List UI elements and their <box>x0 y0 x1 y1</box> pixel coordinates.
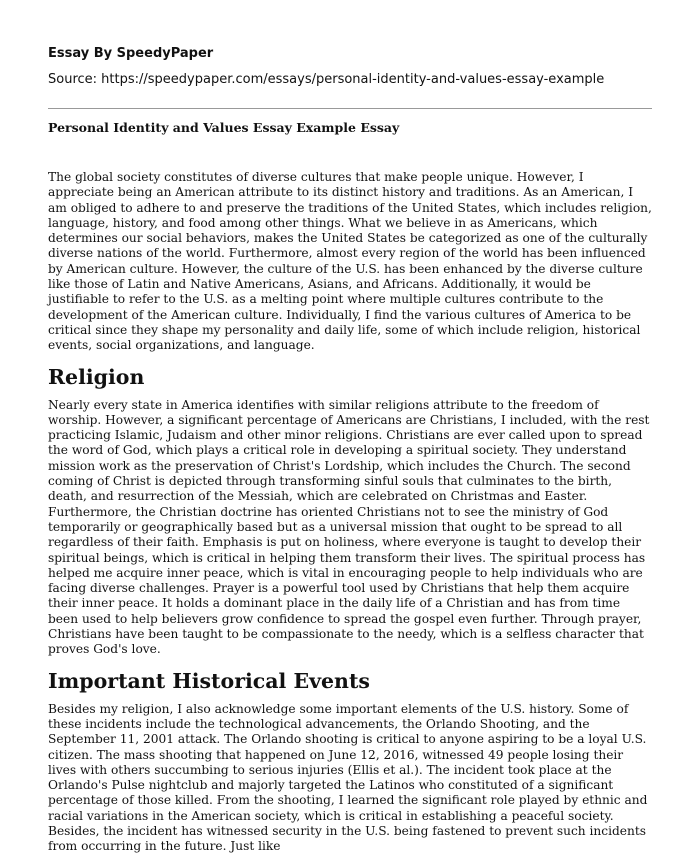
section-heading-historical-events: Important Historical Events <box>48 668 370 693</box>
header-title: Essay By SpeedyPaper <box>48 46 214 61</box>
header-divider <box>48 108 652 109</box>
section-heading-religion: Religion <box>48 364 145 389</box>
intro-paragraph: The global society constitutes of diverse cultures that make people unique. However, I appreciate being an American attribute to its distinct history and traditions. As an American, I am obliged to adhere to and preserve the traditions of the United States, which includes religion, language, history, and food among other things. What we believe in as Americans, which determines our social behaviors, makes the United States be categorized as one of the culturally diverse nations of the world. Furthermore, almost every region of the world has been influenced by American culture. However, the culture of the U.S. has been enhanced by the diverse culture like those of Latin and Native Americans, Asians, and Africans. Additionally, it would be justifiable to refer to the U.S. as a melting point where multiple cultures contribute to the development of the American culture. Individually, I find the various cultures of America to be critical since they shape my personality and daily life, some of which include religion, historical events, social organizations, and language. <box>48 170 652 353</box>
essay-title: Personal Identity and Values Essay Example Essay <box>48 120 400 135</box>
section-body-historical-events: Besides my religion, I also acknowledge some important elements of the U.S. history. Some of these incidents include the technological advancements, the Orlando Shooting, and the September 11, 2001 attack. The Orlando shooting is critical to anyone aspiring to be a loyal U.S. citizen. The mass shooting that happened on June 12, 2016, witnessed 49 people losing their lives with others succumbing to serious injuries (Ellis et al.). The incident took place at the Orlando's Pulse nightclub and majorly targeted the Latinos who constituted of a significant percentage of those killed. From the shooting, I learned the significant role played by ethnic and racial variations in the American society, which is critical in establishing a peaceful society. Besides, the incident has witnessed security in the U.S. being fastened to prevent such incidents from occurring in the future. Just like <box>48 701 648 854</box>
source-line: Source: https://speedypaper.com/essays/personal-identity-and-values-essay-example <box>48 72 605 87</box>
essay-body <box>48 170 653 855</box>
section-body-religion: Nearly every state in America identifies with similar religions attribute to the freedom of worship. However, a significant percentage of Americans are Christians, I included, with the rest practicing Islamic, Judaism and other minor religions. Christians are ever called upon to spread the word of God, which plays a critical role in developing a spiritual society. They understand mission work as the preservation of Christ's Lordship, which includes the Church. The second coming of Christ is depicted through transforming sinful souls that culminates to the birth, death, and resurrection of the Messiah, which are celebrated on Christmas and Easter. Furthermore, the Christian doctrine has oriented Christians not to see the ministry of God temporarily or geographically based but as a universal mission that ought to be spread to all regardless of their faith. Emphasis is put on holiness, where everyone is taught to develop their spiritual beings, which is critical in helping them transform their lives. The spiritual process has helped me acquire inner peace, which is vital in encouraging people to help individuals who are facing diverse challenges. Prayer is a powerful tool used by Christians that help them acquire their inner peace. It holds a dominant place in the daily life of a Christian and has from time been used to help believers grow confidence to spread the gospel even further. Through prayer, Christians have been taught to be compassionate to the needy, which is a selfless character that proves God's love. <box>48 397 650 657</box>
